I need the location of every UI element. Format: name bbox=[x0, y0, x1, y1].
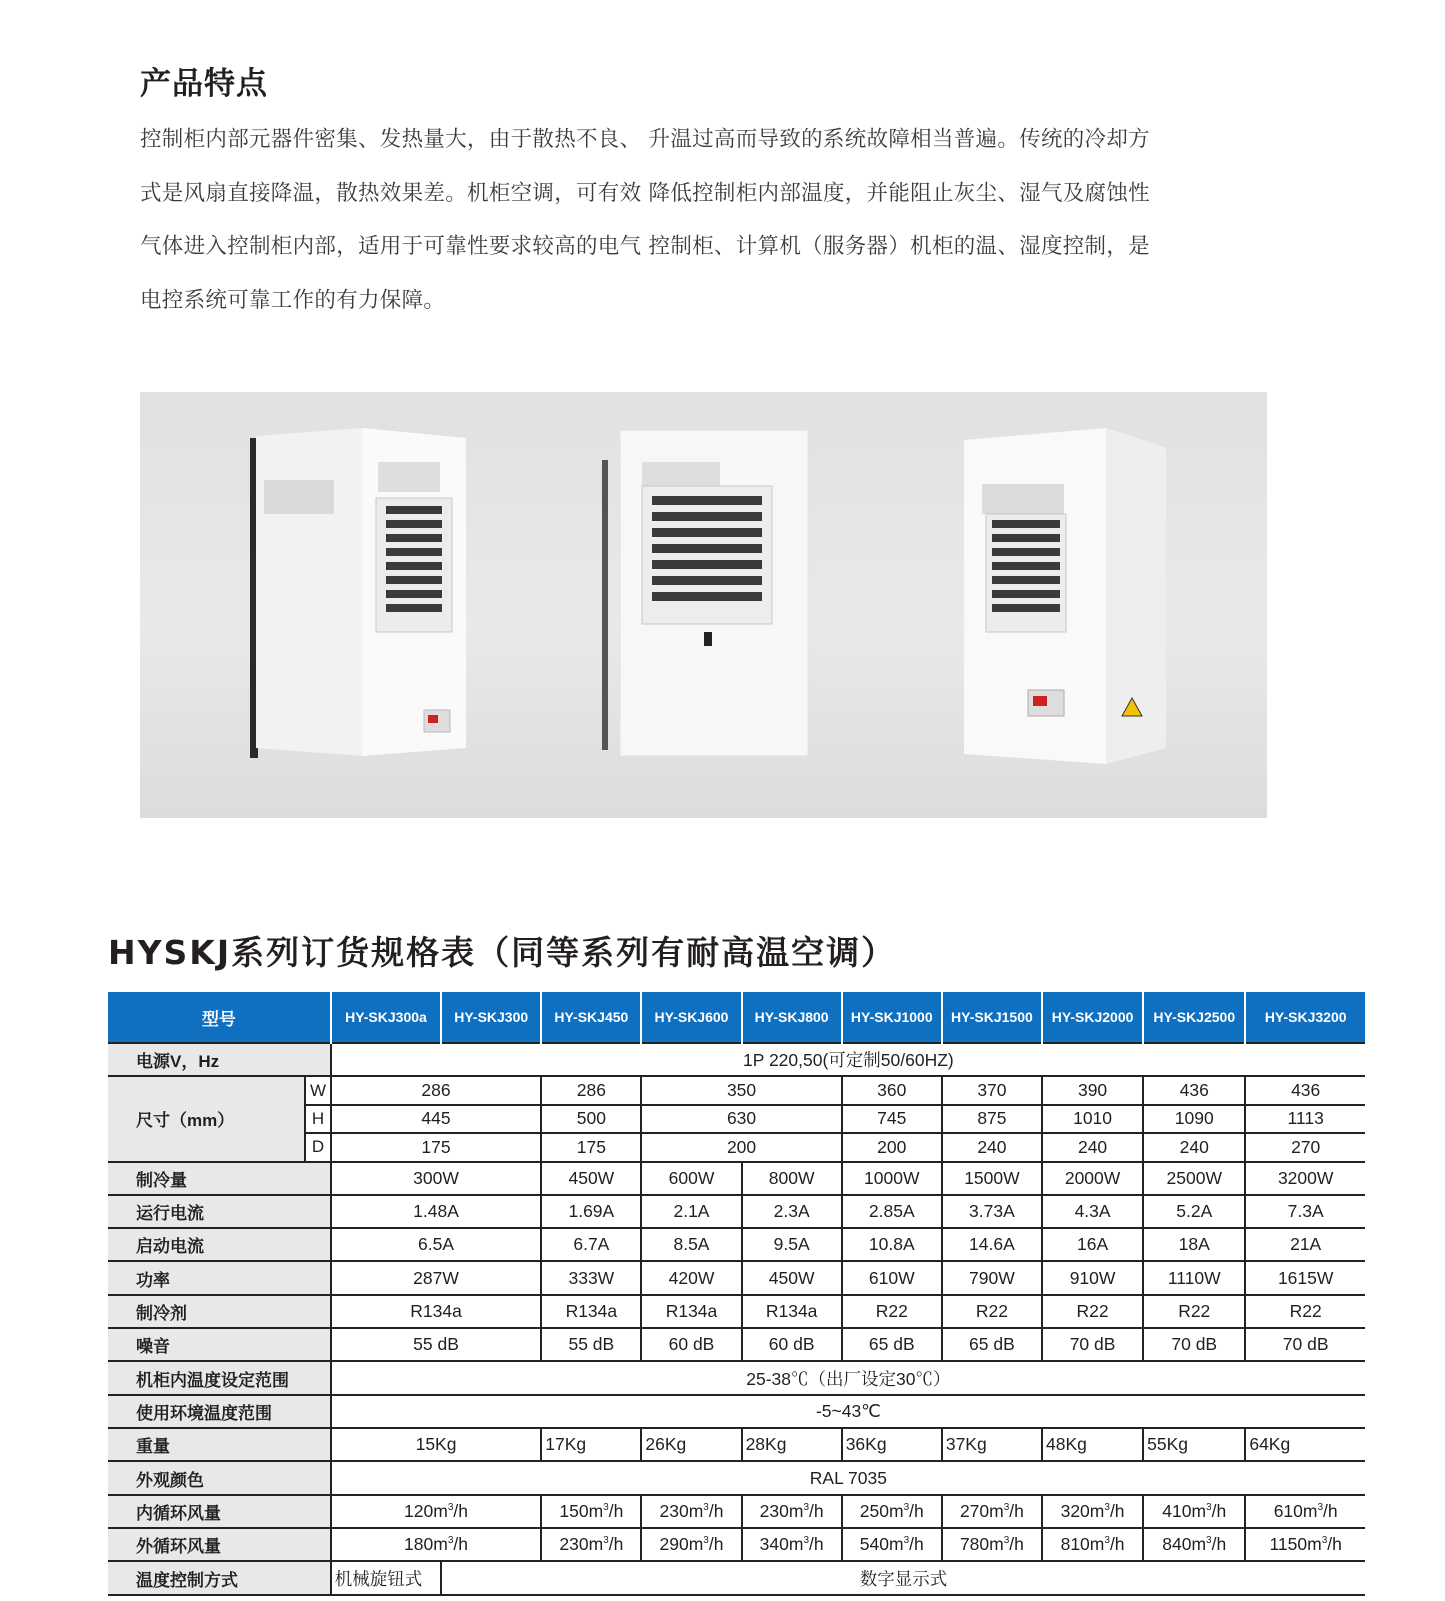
features-line: 式是风扇直接降温，散热效果差。机柜空调，可有效 降低控制柜内部温度，并能阻止灰尘、湿气及腐蚀性 bbox=[140, 180, 1150, 206]
row-label: 启动电流 bbox=[108, 1228, 331, 1261]
table-cell: 70 dB bbox=[1042, 1328, 1143, 1361]
row-label: 电源V，Hz bbox=[108, 1043, 331, 1076]
unit-superscript: 3 bbox=[603, 1535, 609, 1547]
table-cell: 65 dB bbox=[842, 1328, 942, 1361]
model-header-cell: HY-SKJ800 bbox=[742, 992, 842, 1043]
model-header-cell: HY-SKJ1500 bbox=[942, 992, 1042, 1043]
table-cell: 2500W bbox=[1143, 1162, 1245, 1195]
table-cell: 1.48A bbox=[331, 1195, 542, 1228]
ac-unit-center bbox=[602, 430, 808, 756]
airflow-cell bbox=[1143, 1528, 1245, 1561]
table-cell: 360 bbox=[842, 1076, 942, 1104]
row-label: 制冷剂 bbox=[108, 1295, 331, 1328]
table-cell: 1615W bbox=[1245, 1261, 1365, 1294]
table-cell: 350 bbox=[641, 1076, 841, 1104]
table-cell: 240 bbox=[942, 1133, 1042, 1161]
table-cell: 200 bbox=[641, 1133, 841, 1161]
row-label: 功率 bbox=[108, 1261, 331, 1294]
table-cell: 17Kg bbox=[541, 1428, 641, 1461]
table-cell: 500 bbox=[541, 1105, 641, 1133]
table-cell: 300W bbox=[331, 1162, 542, 1195]
table-cell: 1010 bbox=[1042, 1105, 1143, 1133]
table-cell: R22 bbox=[1042, 1295, 1143, 1328]
table-cell: 14.6A bbox=[942, 1228, 1042, 1261]
features-title: 产品特点 bbox=[140, 66, 268, 102]
model-header-cell: HY-SKJ300a bbox=[331, 992, 441, 1043]
airflow-value: $540m^3/h$ bbox=[859, 1534, 924, 1555]
airflow-value: $150m^3/h$ bbox=[559, 1500, 624, 1521]
airflow-value: $340m^3/h$ bbox=[759, 1534, 824, 1555]
table-cell: R22 bbox=[942, 1295, 1042, 1328]
unit-superscript: 3 bbox=[703, 1502, 709, 1514]
table-cell: 790W bbox=[942, 1261, 1042, 1294]
table-cell: 420W bbox=[641, 1261, 741, 1294]
table-cell: 数字显示式 bbox=[441, 1561, 1365, 1595]
table-row-control bbox=[108, 1561, 1365, 1595]
airflow-cell bbox=[1245, 1528, 1365, 1561]
unit-superscript: 3 bbox=[1317, 1502, 1324, 1514]
unit-superscript: 3 bbox=[1206, 1535, 1212, 1547]
table-cell: 55 dB bbox=[541, 1328, 641, 1361]
table-cell: 175 bbox=[331, 1133, 542, 1161]
airflow-cell bbox=[331, 1528, 542, 1561]
airflow-cell bbox=[842, 1495, 942, 1528]
airflow-cell bbox=[1042, 1495, 1143, 1528]
table-cell: 37Kg bbox=[942, 1428, 1042, 1461]
table-row-starting-current bbox=[108, 1228, 1365, 1261]
table-cell: 600W bbox=[641, 1162, 741, 1195]
table-cell: 1P 220,50(可定制50/60HZ) bbox=[331, 1043, 1365, 1076]
table-row-inner-air bbox=[108, 1495, 1365, 1528]
row-label: 噪音 bbox=[108, 1328, 331, 1361]
unit-superscript: 3 bbox=[1003, 1502, 1010, 1514]
table-cell: 450W bbox=[742, 1261, 842, 1294]
table-cell: 15Kg bbox=[331, 1428, 542, 1461]
table-cell: 6.5A bbox=[331, 1228, 542, 1261]
unit-superscript: 3 bbox=[447, 1535, 454, 1547]
unit-superscript: 3 bbox=[1003, 1535, 1010, 1547]
table-cell: 910W bbox=[1042, 1261, 1143, 1294]
table-cell: R22 bbox=[842, 1295, 942, 1328]
table-cell: 286 bbox=[541, 1076, 641, 1104]
model-header-cell: HY-SKJ3200 bbox=[1245, 992, 1365, 1043]
table-cell: 25-38℃（出厂设定30℃） bbox=[331, 1361, 1365, 1394]
table-cell: 48Kg bbox=[1042, 1428, 1143, 1461]
table-cell: 1.69A bbox=[541, 1195, 641, 1228]
table-cell: 10.8A bbox=[842, 1228, 942, 1261]
table-cell: R22 bbox=[1143, 1295, 1245, 1328]
table-cell: 36Kg bbox=[842, 1428, 942, 1461]
ac-unit-right bbox=[964, 428, 1166, 764]
dimension-key: H bbox=[305, 1105, 331, 1133]
model-header-cell: HY-SKJ600 bbox=[641, 992, 741, 1043]
table-cell: 21A bbox=[1245, 1228, 1365, 1261]
airflow-cell bbox=[942, 1495, 1042, 1528]
table-cell: 28Kg bbox=[742, 1428, 842, 1461]
table-cell: 445 bbox=[331, 1105, 542, 1133]
row-label: 重量 bbox=[108, 1428, 331, 1461]
model-header-row bbox=[108, 992, 1365, 1043]
airflow-value: $780m^3/h$ bbox=[959, 1534, 1024, 1555]
airflow-value: $1150m^3/h$ bbox=[1269, 1534, 1342, 1555]
table-row-temp-range bbox=[108, 1361, 1365, 1394]
table-cell: 610W bbox=[842, 1261, 942, 1294]
table-row-cooling-capacity bbox=[108, 1162, 1365, 1195]
airflow-value: $410m^3/h$ bbox=[1162, 1500, 1227, 1521]
table-cell: 370 bbox=[942, 1076, 1042, 1104]
unit-superscript: 3 bbox=[603, 1502, 609, 1514]
row-label: 温度控制方式 bbox=[108, 1561, 331, 1595]
table-cell: 200 bbox=[842, 1133, 942, 1161]
airflow-cell bbox=[842, 1528, 942, 1561]
unit-superscript: 3 bbox=[903, 1535, 910, 1547]
table-cell: R134a bbox=[742, 1295, 842, 1328]
table-cell: 1000W bbox=[842, 1162, 942, 1195]
table-cell: 2000W bbox=[1042, 1162, 1143, 1195]
table-row-color bbox=[108, 1461, 1365, 1494]
airflow-cell bbox=[541, 1495, 641, 1528]
spec-table bbox=[108, 992, 1365, 1596]
table-cell: 450W bbox=[541, 1162, 641, 1195]
table-cell: 436 bbox=[1245, 1076, 1365, 1104]
table-row-noise bbox=[108, 1328, 1365, 1361]
unit-superscript: 3 bbox=[703, 1535, 709, 1547]
model-header-cell: HY-SKJ1000 bbox=[842, 992, 942, 1043]
table-cell: 16A bbox=[1042, 1228, 1143, 1261]
row-label: 机柜内温度设定范围 bbox=[108, 1361, 331, 1394]
table-cell: 60 dB bbox=[742, 1328, 842, 1361]
airflow-value: $810m^3/h$ bbox=[1060, 1534, 1125, 1555]
table-row-power-supply bbox=[108, 1043, 1365, 1076]
table-cell: 175 bbox=[541, 1133, 641, 1161]
airflow-cell bbox=[641, 1495, 741, 1528]
table-cell: 1500W bbox=[942, 1162, 1042, 1195]
table-cell: 70 dB bbox=[1245, 1328, 1365, 1361]
table-row-dimension-w bbox=[108, 1076, 1365, 1104]
table-cell: 18A bbox=[1143, 1228, 1245, 1261]
table-row-ambient bbox=[108, 1395, 1365, 1428]
table-cell: R134a bbox=[331, 1295, 542, 1328]
table-cell: 286 bbox=[331, 1076, 542, 1104]
airflow-cell bbox=[331, 1495, 542, 1528]
features-paragraph bbox=[140, 113, 1315, 327]
table-cell: 390 bbox=[1042, 1076, 1143, 1104]
table-cell: 70 dB bbox=[1143, 1328, 1245, 1361]
unit-superscript: 3 bbox=[803, 1502, 809, 1514]
dimension-key: W bbox=[305, 1076, 331, 1104]
table-cell: 60 dB bbox=[641, 1328, 741, 1361]
airflow-value: $320m^3/h$ bbox=[1060, 1500, 1125, 1521]
airflow-value: $120m^3/h$ bbox=[404, 1500, 468, 1521]
row-label: 使用环境温度范围 bbox=[108, 1395, 331, 1428]
table-cell: R134a bbox=[641, 1295, 741, 1328]
airflow-cell bbox=[1245, 1495, 1365, 1528]
airflow-cell bbox=[742, 1528, 842, 1561]
table-cell: 机械旋钮式 bbox=[331, 1561, 441, 1595]
table-cell: 65 dB bbox=[942, 1328, 1042, 1361]
unit-superscript: 3 bbox=[1206, 1502, 1212, 1514]
airflow-value: $290m^3/h$ bbox=[659, 1534, 724, 1555]
table-cell: 333W bbox=[541, 1261, 641, 1294]
airflow-value: $230m^3/h$ bbox=[759, 1500, 824, 1521]
row-label: 运行电流 bbox=[108, 1195, 331, 1228]
row-label: 制冷量 bbox=[108, 1162, 331, 1195]
table-cell: 9.5A bbox=[742, 1228, 842, 1261]
table-row-weight bbox=[108, 1428, 1365, 1461]
table-cell: 3200W bbox=[1245, 1162, 1365, 1195]
model-header-cell: HY-SKJ450 bbox=[541, 992, 641, 1043]
features-line: 控制柜内部元器件密集、发热量大，由于散热不良、 升温过高而导致的系统故障相当普遍。传统的冷却方 bbox=[140, 127, 1150, 152]
unit-superscript: 3 bbox=[803, 1535, 809, 1547]
model-header-cell: HY-SKJ300 bbox=[441, 992, 541, 1043]
features-line: 电控系统可靠工作的有力保障。 bbox=[140, 287, 446, 313]
airflow-value: $230m^3/h$ bbox=[659, 1500, 724, 1521]
table-cell: R22 bbox=[1245, 1295, 1365, 1328]
table-cell: 240 bbox=[1143, 1133, 1245, 1161]
airflow-value: $270m^3/h$ bbox=[959, 1500, 1024, 1521]
airflow-cell bbox=[742, 1495, 842, 1528]
table-cell: 800W bbox=[742, 1162, 842, 1195]
airflow-cell bbox=[1143, 1495, 1245, 1528]
table-cell: 4.3A bbox=[1042, 1195, 1143, 1228]
airflow-value: $610m^3/h$ bbox=[1273, 1500, 1338, 1521]
unit-superscript: 3 bbox=[1104, 1535, 1110, 1547]
model-header-cell: HY-SKJ2500 bbox=[1143, 992, 1245, 1043]
unit-superscript: 3 bbox=[1104, 1502, 1110, 1514]
table-cell: 2.3A bbox=[742, 1195, 842, 1228]
features-line: 气体进入控制柜内部，适用于可靠性要求较高的电气 控制柜、计算机（服务器）机柜的温、湿度控制，是 bbox=[140, 234, 1150, 259]
table-cell: 6.7A bbox=[541, 1228, 641, 1261]
airflow-value: $180m^3/h$ bbox=[404, 1534, 468, 1555]
table-cell: 2.85A bbox=[842, 1195, 942, 1228]
unit-superscript: 3 bbox=[903, 1502, 910, 1514]
table-cell: 8.5A bbox=[641, 1228, 741, 1261]
table-cell: 55Kg bbox=[1143, 1428, 1245, 1461]
table-cell: 875 bbox=[942, 1105, 1042, 1133]
ac-unit-left bbox=[250, 428, 466, 758]
table-cell: 64Kg bbox=[1245, 1428, 1365, 1461]
airflow-value: $230m^3/h$ bbox=[559, 1534, 624, 1555]
table-cell: 745 bbox=[842, 1105, 942, 1133]
table-cell: -5~43℃ bbox=[331, 1395, 1365, 1428]
airflow-value: $840m^3/h$ bbox=[1162, 1534, 1227, 1555]
table-cell: 7.3A bbox=[1245, 1195, 1365, 1228]
table-cell: 1090 bbox=[1143, 1105, 1245, 1133]
table-cell: 630 bbox=[641, 1105, 841, 1133]
spec-table-title: HYSKJ系列订货规格表（同等系列有耐高温空调） bbox=[108, 933, 897, 972]
table-cell: 1110W bbox=[1143, 1261, 1245, 1294]
table-cell: 1113 bbox=[1245, 1105, 1365, 1133]
table-cell: 270 bbox=[1245, 1133, 1365, 1161]
dimension-key: D bbox=[305, 1133, 331, 1161]
air-conditioner-illustration bbox=[140, 392, 1267, 818]
table-cell: 55 dB bbox=[331, 1328, 542, 1361]
table-cell: RAL 7035 bbox=[331, 1461, 1365, 1494]
table-cell: 5.2A bbox=[1143, 1195, 1245, 1228]
row-label: 外循环风量 bbox=[108, 1528, 331, 1561]
table-cell: 287W bbox=[331, 1261, 542, 1294]
airflow-cell bbox=[641, 1528, 741, 1561]
model-header-label: 型号 bbox=[108, 992, 331, 1043]
row-label: 外观颜色 bbox=[108, 1461, 331, 1494]
table-row-outer-air bbox=[108, 1528, 1365, 1561]
table-row-refrigerant bbox=[108, 1295, 1365, 1328]
airflow-cell bbox=[1042, 1528, 1143, 1561]
airflow-value: $250m^3/h$ bbox=[859, 1500, 924, 1521]
unit-superscript: 3 bbox=[447, 1502, 454, 1514]
table-cell: 3.73A bbox=[942, 1195, 1042, 1228]
model-header-cell: HY-SKJ2000 bbox=[1042, 992, 1143, 1043]
unit-superscript: 3 bbox=[1321, 1535, 1328, 1547]
table-row-power bbox=[108, 1261, 1365, 1294]
table-cell: 26Kg bbox=[641, 1428, 741, 1461]
airflow-cell bbox=[942, 1528, 1042, 1561]
table-row-running-current bbox=[108, 1195, 1365, 1228]
table-cell: R134a bbox=[541, 1295, 641, 1328]
table-cell: 436 bbox=[1143, 1076, 1245, 1104]
airflow-cell bbox=[541, 1528, 641, 1561]
product-photo bbox=[140, 392, 1267, 818]
row-label: 尺寸（mm） bbox=[108, 1076, 305, 1161]
row-label: 内循环风量 bbox=[108, 1495, 331, 1528]
table-cell: 240 bbox=[1042, 1133, 1143, 1161]
table-cell: 2.1A bbox=[641, 1195, 741, 1228]
